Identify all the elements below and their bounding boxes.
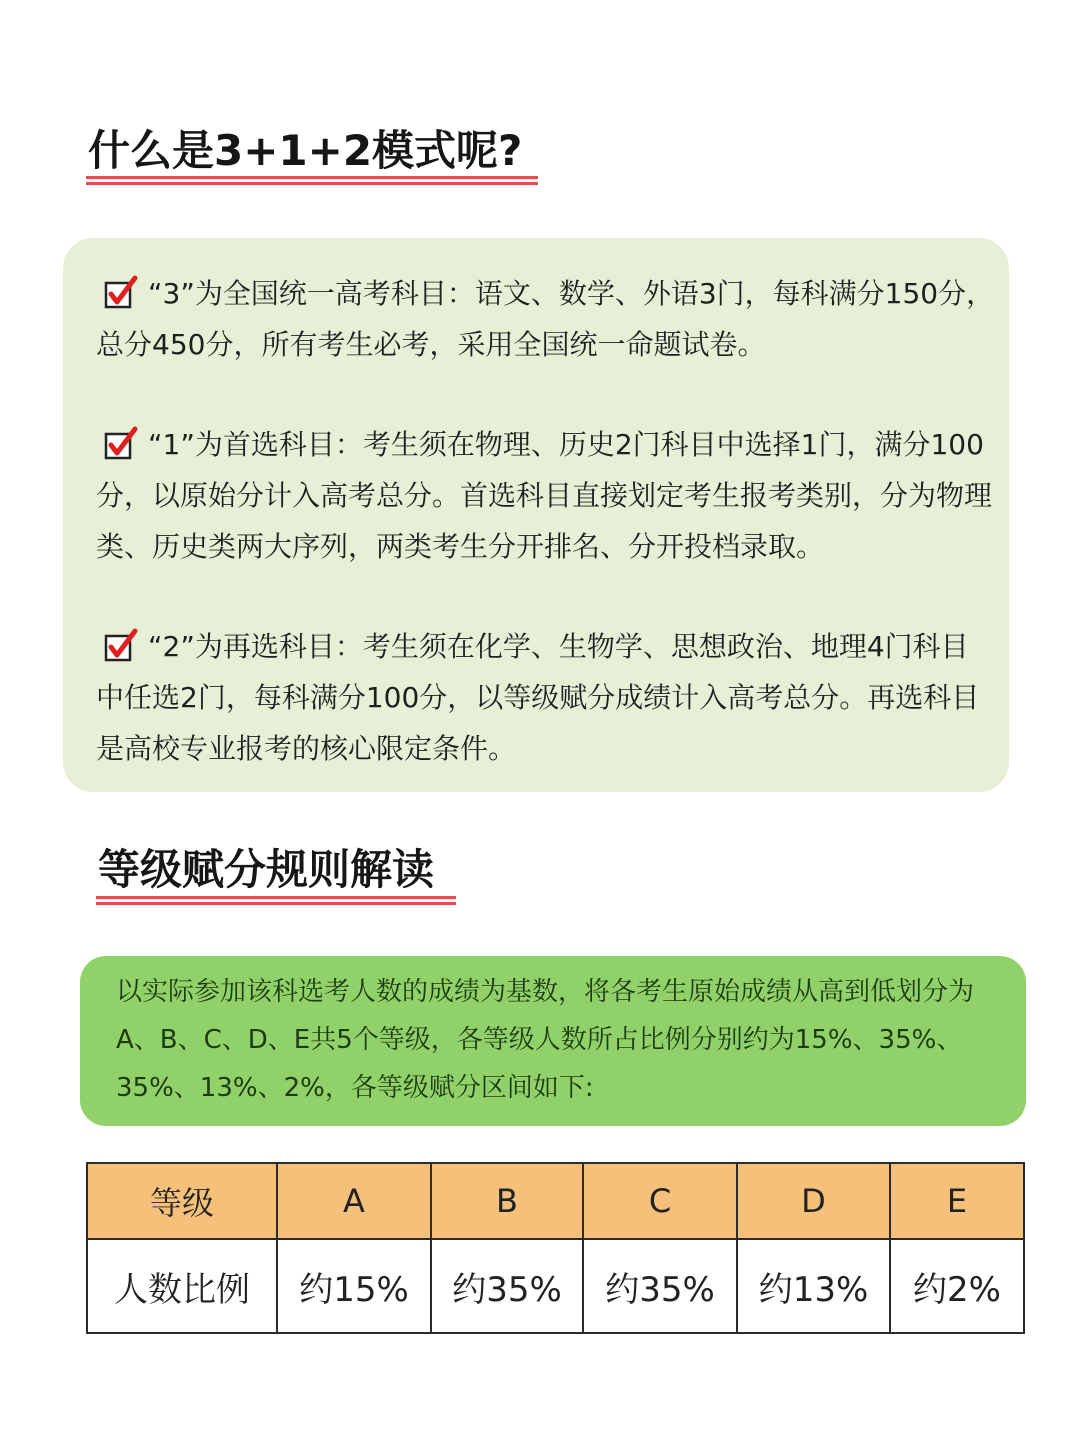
table-header-cell: A [277, 1163, 431, 1239]
table-cell: 约35% [583, 1239, 737, 1333]
section-title-grading: 等级赋分规则解读 [98, 845, 435, 894]
title-underline [96, 896, 456, 905]
checkbox-checked-icon [104, 275, 138, 309]
table-cell: 约35% [431, 1239, 583, 1333]
checkbox-checked-icon [104, 426, 138, 460]
section-title-mode: 什么是3+1+2模式呢? [88, 126, 523, 175]
mode-item-3 [96, 268, 996, 370]
table-header-cell: 等级 [87, 1163, 277, 1239]
title-underline [86, 176, 538, 185]
table-cell: 约13% [737, 1239, 890, 1333]
table-header-cell: C [583, 1163, 737, 1239]
grade-ratio-table [86, 1162, 1025, 1334]
mode-item-text: “1”为首选科目：考生须在物理、历史2门科目中选择1门，满分100分，以原始分计入高考总分。首选科目直接划定考生报考类别，分为物理类、历史类两大序列，两类考生分开排名、分开投档录取。 [96, 428, 993, 563]
table-header-cell: D [737, 1163, 890, 1239]
table-header-cell: B [431, 1163, 583, 1239]
table-row [87, 1239, 1024, 1333]
mode-item-text: “2”为再选科目：考生须在化学、生物学、思想政治、地理4门科目中任选2门，每科满分100分，以等级赋分成绩计入高考总分。再选科目是高校专业报考的核心限定条件。 [96, 630, 980, 765]
mode-item-1 [96, 419, 996, 572]
grading-rule-text: 以实际参加该科选考人数的成绩为基数，将各考生原始成绩从高到低划分为A、B、C、D、E共5个等级，各等级人数所占比例分别约为15%、35%、35%、13%、2%，各等级赋分区间如下: [116, 977, 975, 1103]
table-header-row [87, 1163, 1024, 1239]
table-header-cell: E [890, 1163, 1024, 1239]
checkbox-checked-icon [104, 628, 138, 662]
table-cell: 约15% [277, 1239, 431, 1333]
mode-item-2 [96, 621, 996, 774]
table-cell: 人数比例 [87, 1239, 277, 1333]
mode-item-text: “3”为全国统一高考科目：语文、数学、外语3门，每科满分150分，总分450分，所有考生必考，采用全国统一命题试卷。 [96, 277, 995, 361]
table-cell: 约2% [890, 1239, 1024, 1333]
